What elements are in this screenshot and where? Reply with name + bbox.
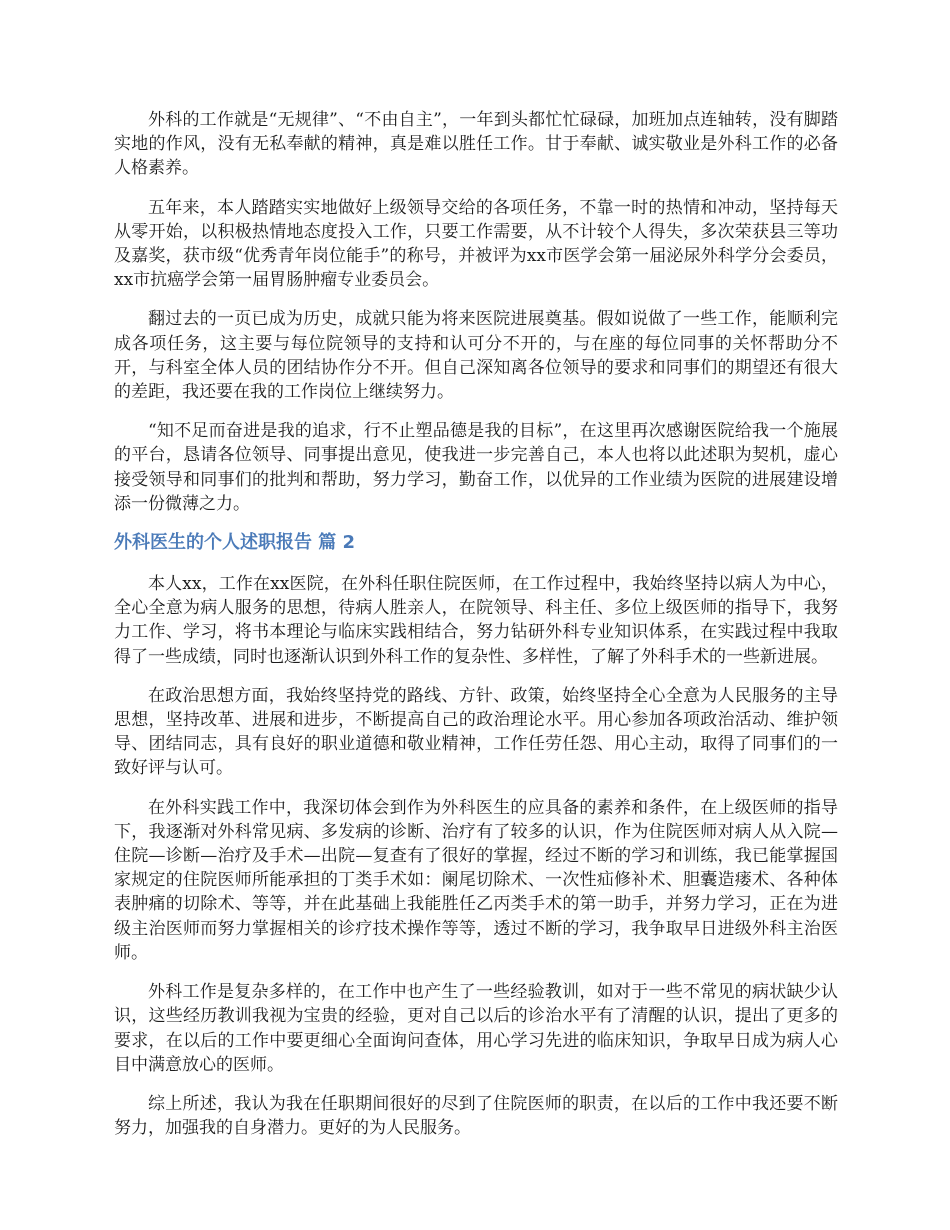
- section-heading: 外科医生的个人述职报告 篇 2: [114, 532, 356, 554]
- paragraph: 综上所述，我认为我在任职期间很好的尽到了住院医师的职责，在以后的工作中我还要不断努力，加强我的自身潜力。更好的为人民服务。: [114, 1093, 838, 1139]
- paragraph: 在外科实践工作中，我深切体会到作为外科医生的应具备的素养和条件，在上级医师的指导下，我逐渐对外科常见病、多发病的诊断、治疗有了较多的认识，作为住院医师对病人从入院—住院—诊断—治疗及手术—出院—复查有了很好的掌握，经过不断的学习和训练，我已能掌握国家规定的住院医师所能承担的丁类手术如：阑尾切除术、一次性疝修补术、胆囊造瘘术、各种体表肿痛的切除术、等等，并在此基础上我能胜任乙丙类手术的第一助手，并努力学习，正在为进级主治医师而努力掌握相关的诊疗技术操作等等，透过不断的学习，我争取早日进级外科主治医师。: [114, 797, 838, 963]
- paragraph: 在政治思想方面，我始终坚持党的路线、方针、政策，始终坚持全心全意为人民服务的主导思想，坚持改革、进展和进步，不断提高自己的政治理论水平。用心参加各项政治活动、维护领导、团结同志，具有良好的职业道德和敬业精神，工作任劳任怨、用心主动，取得了同事们的一致好评与认可。: [114, 685, 838, 779]
- paragraph: 翻过去的一页已成为历史，成就只能为将来医院进展奠基。假如说做了一些工作，能顺利完成各项任务，这主要与每位院领导的支持和认可分不开的，与在座的每位同事的关怀帮助分不开，与科室全体人员的团结协作分不开。但自己深知离各位领导的要求和同事们的期望还有很大的差距，我还要在我的工作岗位上继续努力。: [114, 309, 838, 403]
- paragraph: 五年来，本人踏踏实实地做好上级领导交给的各项任务，不靠一时的热情和冲动，坚持每天从零开始，以积极热情地态度投入工作，只要工作需要，从不计较个人得失，多次荣获县三等功及嘉奖，获市级“优秀青年岗位能手”的称号，并被评为xx市医学会第一届泌尿外科学分会委员，xx市抗癌学会第一届胃肠肿瘤专业委员会。: [114, 197, 838, 291]
- paragraph: 外科工作是复杂多样的，在工作中也产生了一些经验教训，如对于一些不常见的病状缺少认识，这些经历教训我视为宝贵的经验，更对自己以后的诊治水平有了清醒的认识，提出了更多的要求，在以后的工作中要更细心全面询问查体，用心学习先进的临床知识，争取早日成为病人心目中满意放心的医师。: [114, 982, 838, 1075]
- paragraph: “知不足而奋进是我的追求，行不止塑品德是我的目标”，在这里再次感谢医院给我一个施展的平台，恳请各位领导、同事提出意见，使我进一步完善自己，本人也将以此述职为契机，虚心接受领导和同事们的批判和帮助，努力学习，勤奋工作，以优异的工作业绩为医院的进展建设增添一份微薄之力。: [114, 421, 838, 514]
- paragraph: 本人xx，工作在xx医院，在外科任职住院医师，在工作过程中，我始终坚持以病人为中心，全心全意为病人服务的思想，待病人胜亲人，在院领导、科主任、多位上级医师的指导下，我努力工作、学习，将书本理论与临床实践相结合，努力钻研外科专业知识体系，在实践过程中我取得了一些成绩，同时也逐渐认识到外科工作的复杂性、多样性，了解了外科手术的一些新进展。: [114, 574, 838, 667]
- document-page: [114, 108, 838, 1155]
- paragraph: 外科的工作就是“无规律”、“不由自主”，一年到头都忙忙碌碌，加班加点连轴转，没有脚踏实地的作风，没有无私奉献的精神，真是难以胜任工作。甘于奉献、诚实敬业是外科工作的必备人格素养。: [114, 110, 838, 179]
